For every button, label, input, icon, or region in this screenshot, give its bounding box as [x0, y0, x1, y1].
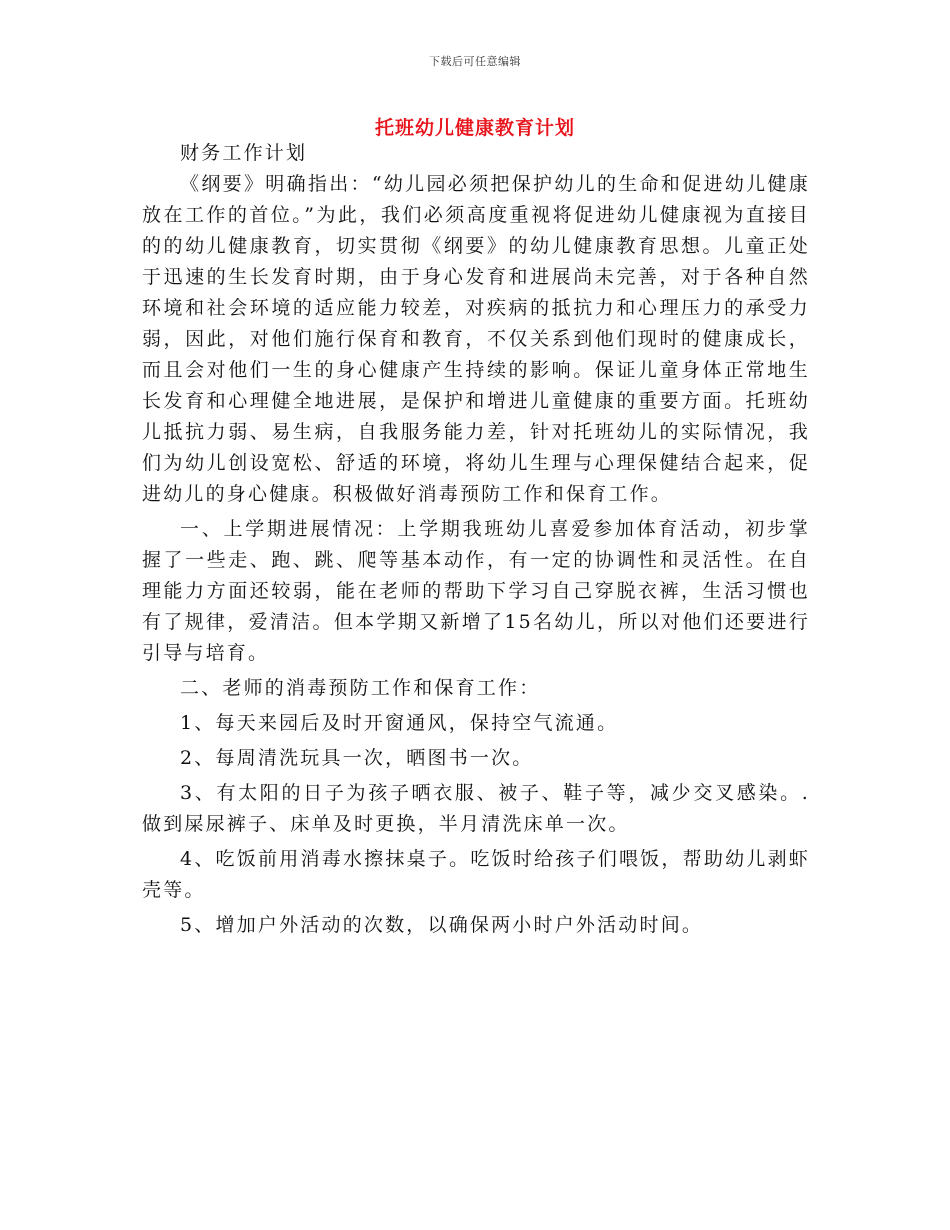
page-header-note: 下载后可任意编辑: [429, 55, 521, 68]
list-item-toys-books: 2、每周清洗玩具一次，晒图书一次。: [180, 747, 534, 769]
paragraph-last-semester: 一、上学期进展情况：上学期我班幼儿喜爱参加体育活动，初步掌握了一些走、跑、跳、爬等基本动作，有一定的协调性和灵活性。在自理能力方面还较弱，能在老师的帮助下学习自己穿脱衣裤，生活习惯也有了规律，爱清洁。但本学期又新增了15名幼儿，所以对他们还要进行引导与培育。: [142, 518, 810, 664]
list-item-sun-drying: 3、有太阳的日子为孩子晒衣服、被子、鞋子等，减少交叉感染。.做到屎尿裤子、床单及时更换，半月清洗床单一次。: [142, 782, 810, 835]
paragraph-intro: 《纲要》明确指出：“幼儿园必须把保护幼儿的生命和促进幼儿健康放在工作的首位。”为此，我们必须高度重视将促进幼儿健康视为直接目的的幼儿健康教育，切实贯彻《纲要》的幼儿健康教育思想。儿童正处于迅速的生长发育时期，由于身心发育和进展尚未完善，对于各种自然环境和社会环境的适应能力较差，对疾病的抵抗力和心理压力的承受力弱，因此，对他们施行保育和教育，不仅关系到他们现时的健康成长，而且会对他们一生的身心健康产生持续的影响。保证儿童身体正常地生长发育和心理健全地进展，是保护和增进儿童健康的重要方面。托班幼儿抵抗力弱、易生病，自我服务能力差，针对托班幼儿的实际情况，我们为幼儿创设宽松、舒适的环境，将幼儿生理与心理保健结合起来，促进幼儿的身心健康。积极做好消毒预防工作和保育工作。: [142, 173, 810, 505]
list-item-ventilation: 1、每天来园后及时开窗通风，保持空气流通。: [180, 712, 619, 734]
list-item-meal-hygiene: 4、吃饭前用消毒水擦抹桌子。吃饭时给孩子们喂饭，帮助幼儿剥虾壳等。: [142, 848, 810, 901]
document-subtitle: 财务工作计划: [180, 142, 308, 164]
document-body: [142, 138, 810, 945]
document-title: 托班幼儿健康教育计划: [374, 117, 575, 139]
paragraph-section-two-heading: 二、老师的消毒预防工作和保育工作：: [180, 677, 541, 699]
list-item-outdoor-activity: 5、增加户外活动的次数，以确保两小时户外活动时间。: [180, 914, 704, 936]
